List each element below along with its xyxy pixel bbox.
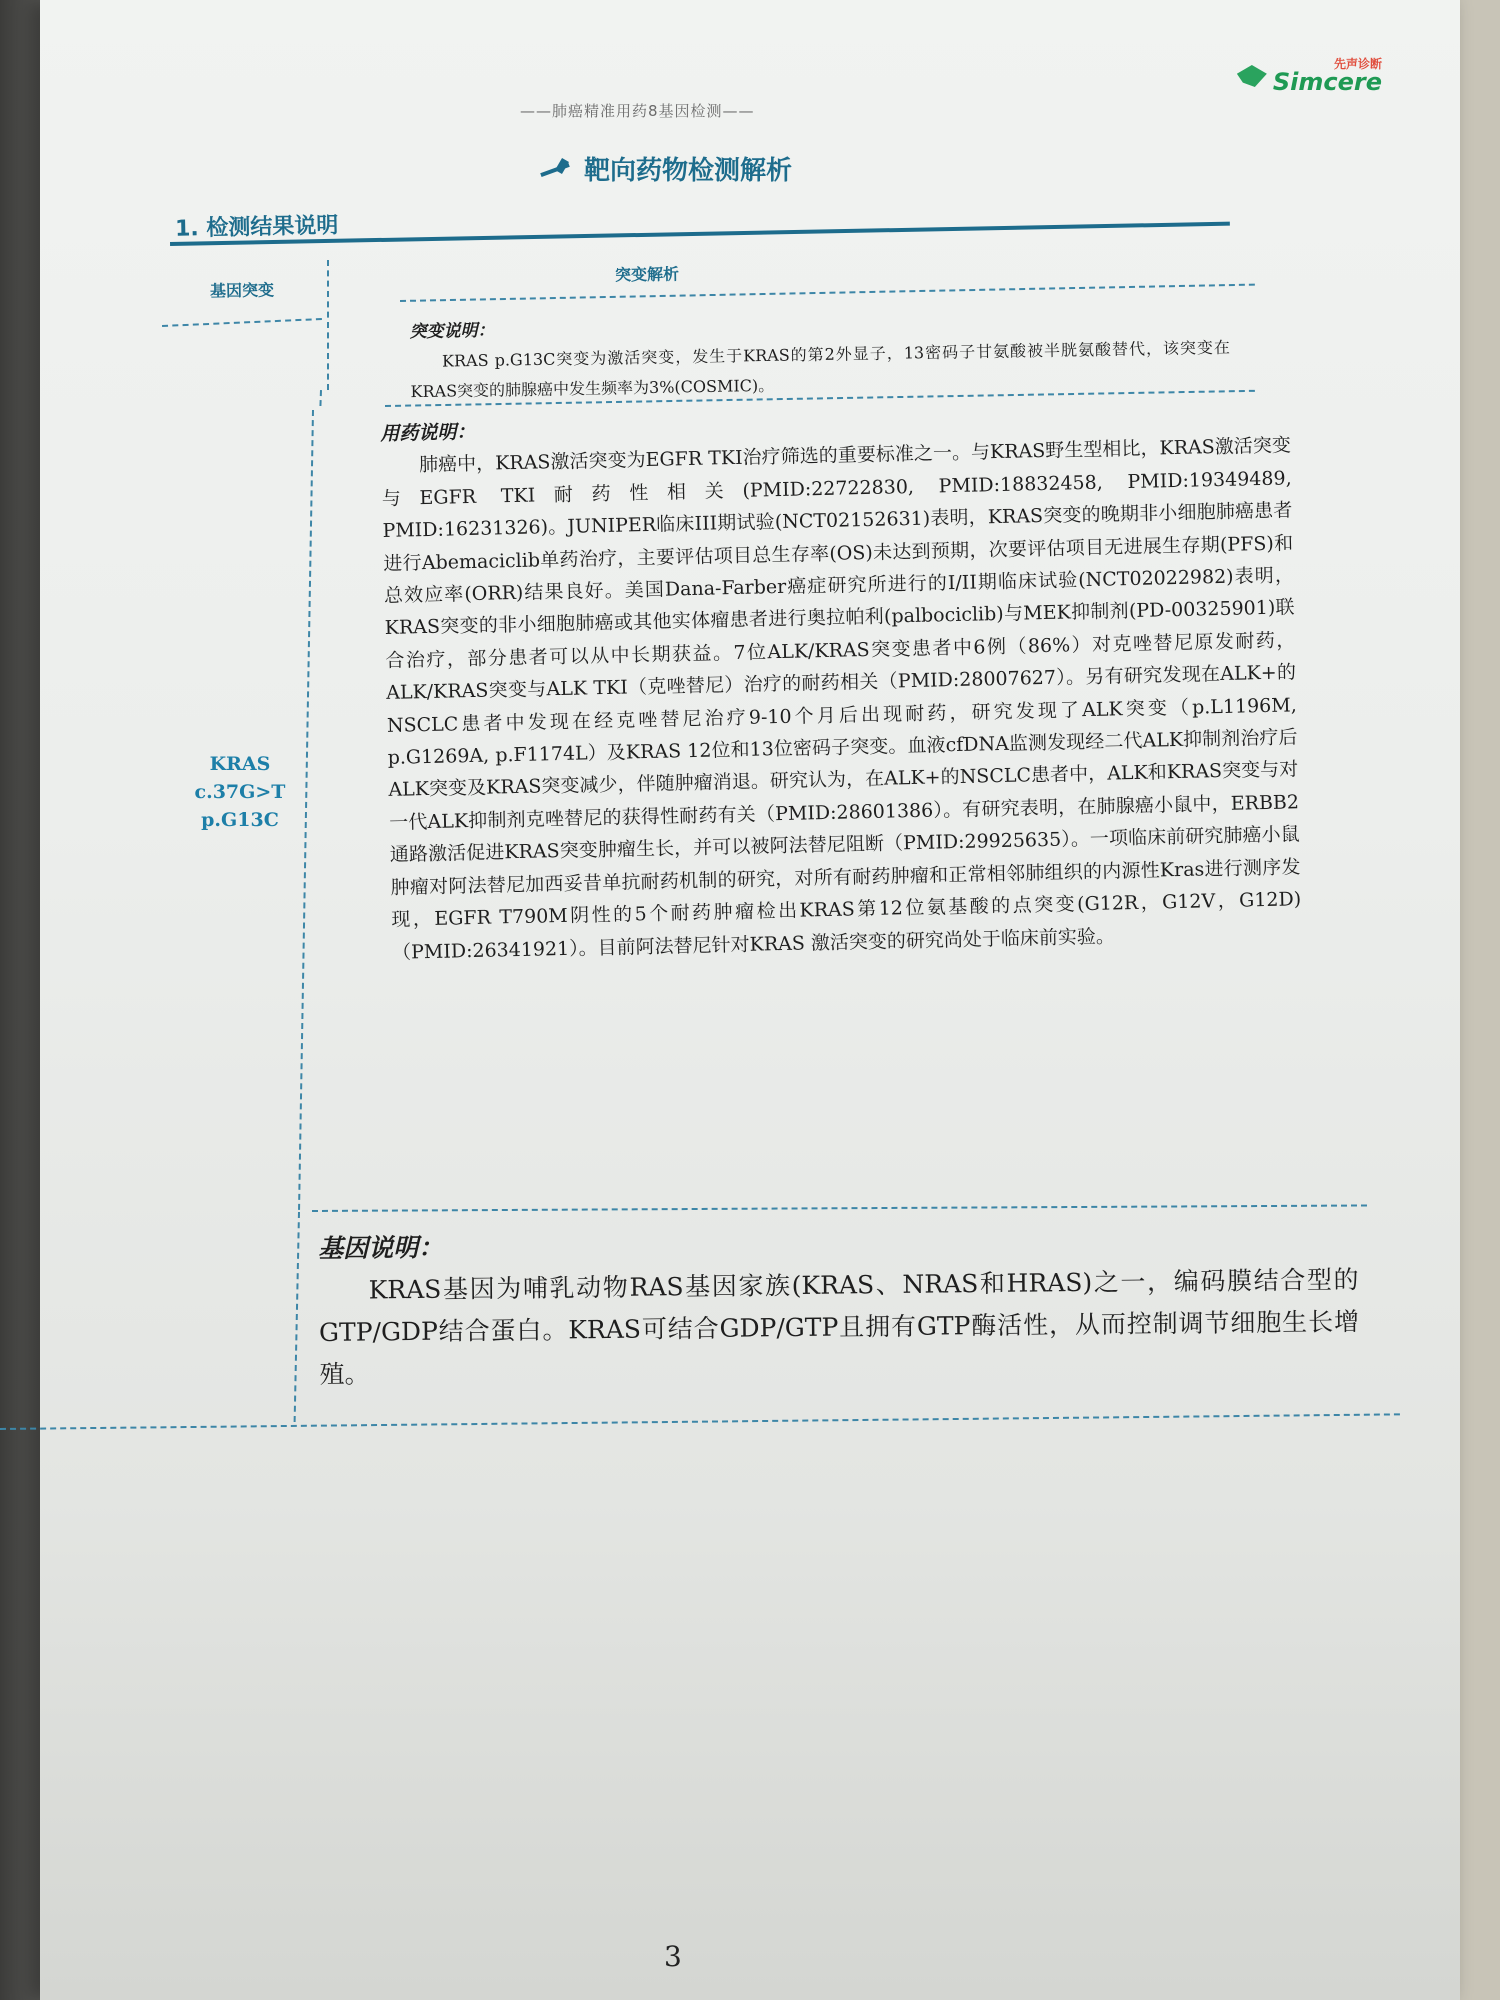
- syringe-icon: [540, 159, 574, 179]
- gene-description: [318, 1217, 1360, 1396]
- gene-desc-title: 基因说明：: [318, 1232, 444, 1263]
- mutation-description: [409, 303, 1230, 407]
- logo-mark-icon: [1237, 65, 1267, 87]
- section-title: 1. 检测结果说明: [174, 213, 339, 242]
- gene-desc-text: KRAS基因为哺乳动物RAS基因家族(KRAS、NRAS和HRAS)之一，编码膜结合型的GTP/GDP结合蛋白。KRAS可结合GDP/GTP且拥有GTP酶活性，从而控制调节细胞生长增殖。: [318, 1265, 1360, 1389]
- gene-protein: p.G13C: [201, 809, 279, 831]
- document-page: [40, 0, 1460, 2000]
- drug-description: [380, 397, 1302, 968]
- logo-cn-text: 先声诊断: [1333, 57, 1382, 71]
- mutation-title: 突变说明：: [409, 320, 495, 343]
- page-number: 3: [664, 1940, 682, 1973]
- mutation-text: KRAS p.G13C突变为激活突变，发生于KRAS的第2外显子，13密码子甘氨酸被半胱氨酸替代，该突变在KRAS突变的肺腺癌中发生频率为3%(COSMIC)。: [410, 337, 1231, 402]
- table-divider: [294, 1212, 300, 1422]
- table-divider: [162, 318, 322, 327]
- page-title-text: 靶向药物检测解析: [584, 156, 793, 186]
- gene-name: KRAS: [209, 753, 271, 775]
- table-divider: [319, 390, 322, 406]
- gene-mutation-label: [160, 750, 320, 834]
- table-divider: [327, 260, 329, 390]
- table-bottom-border: [0, 1413, 1400, 1430]
- table-divider: [400, 284, 1255, 302]
- col-header-analysis: 突变解析: [614, 264, 680, 285]
- col-header-gene: 基因突变: [209, 280, 275, 301]
- simcere-logo: [1237, 58, 1382, 94]
- table-divider: [312, 1204, 1367, 1212]
- page-subheader: ——肺癌精准用药8基因检测——: [520, 102, 755, 120]
- page-title: [540, 150, 792, 187]
- logo-en-text: Simcere: [1272, 68, 1382, 96]
- gene-cdna: c.37G>T: [194, 781, 286, 803]
- drug-title: 用药说明：: [380, 420, 476, 445]
- drug-text: 肺癌中，KRAS激活突变为EGFR TKI治疗筛选的重要标准之一。与KRAS野生型相比，KRAS激活突变与EGFR TKI耐药性相关(PMID:22722830, PMID:18832458, PMID:19349489, PMID:16231326)。JUNIPER临床III期试验(NCT02152631)表明，KRAS突变的晚期非小细胞肺癌患者进行Abemaciclib单药治疗，主要评估项目总生存率(OS)未达到预期，次要评估项目无进展生存期(PFS)和总效应率(ORR)结果良好。美国Dana-Farber癌症研究所进行的I/II期临床试验(NCT02022982)表明，KRAS突变的非小细胞肺癌或其他实体瘤患者进行奥拉帕利(palbociclib)与MEK抑制剂(PD-00325901)联合治疗，部分患者可以从中长期获益。7位ALK/KRAS突变患者中6例（86%）对克唑替尼原发耐药，ALK/KRAS突变与ALK TKI（克唑替尼）治疗的耐药相关（PMID:28007627）。另有研究发现在ALK+的NSCLC患者中发现在经克唑替尼治疗9-10个月后出现耐药，研究发现了ALK突变（p.L1196M, p.G1269A, p.F1174L）及KRAS 12位和13位密码子突变。血液cfDNA监测发现经二代ALK抑制剂治疗后ALK突变及KRAS突变减少，伴随肿瘤消退。研究认为，在ALK+的NSCLC患者中，ALK和KRAS突变与对一代ALK抑制剂克唑替尼的获得性耐药有关（PMID:28601386）。有研究表明，在肺腺癌小鼠中，ERBB2通路激活促进KRAS突变肿瘤生长，并可以被阿法替尼阻断（PMID:29925635）。一项临床前研究肺癌小鼠肿瘤对阿法替尼加西妥昔单抗耐药机制的研究，对所有耐药肿瘤和正常相邻肺组织的内源性Kras进行测序发现，EGFR T790M阴性的5个耐药肿瘤检出KRAS第12位氨基酸的点突变(G12R，G12V，G12D)（PMID:26341921）。目前阿法替尼针对KRAS 激活突变的研究尚处于临床前实验。: [381, 434, 1302, 964]
